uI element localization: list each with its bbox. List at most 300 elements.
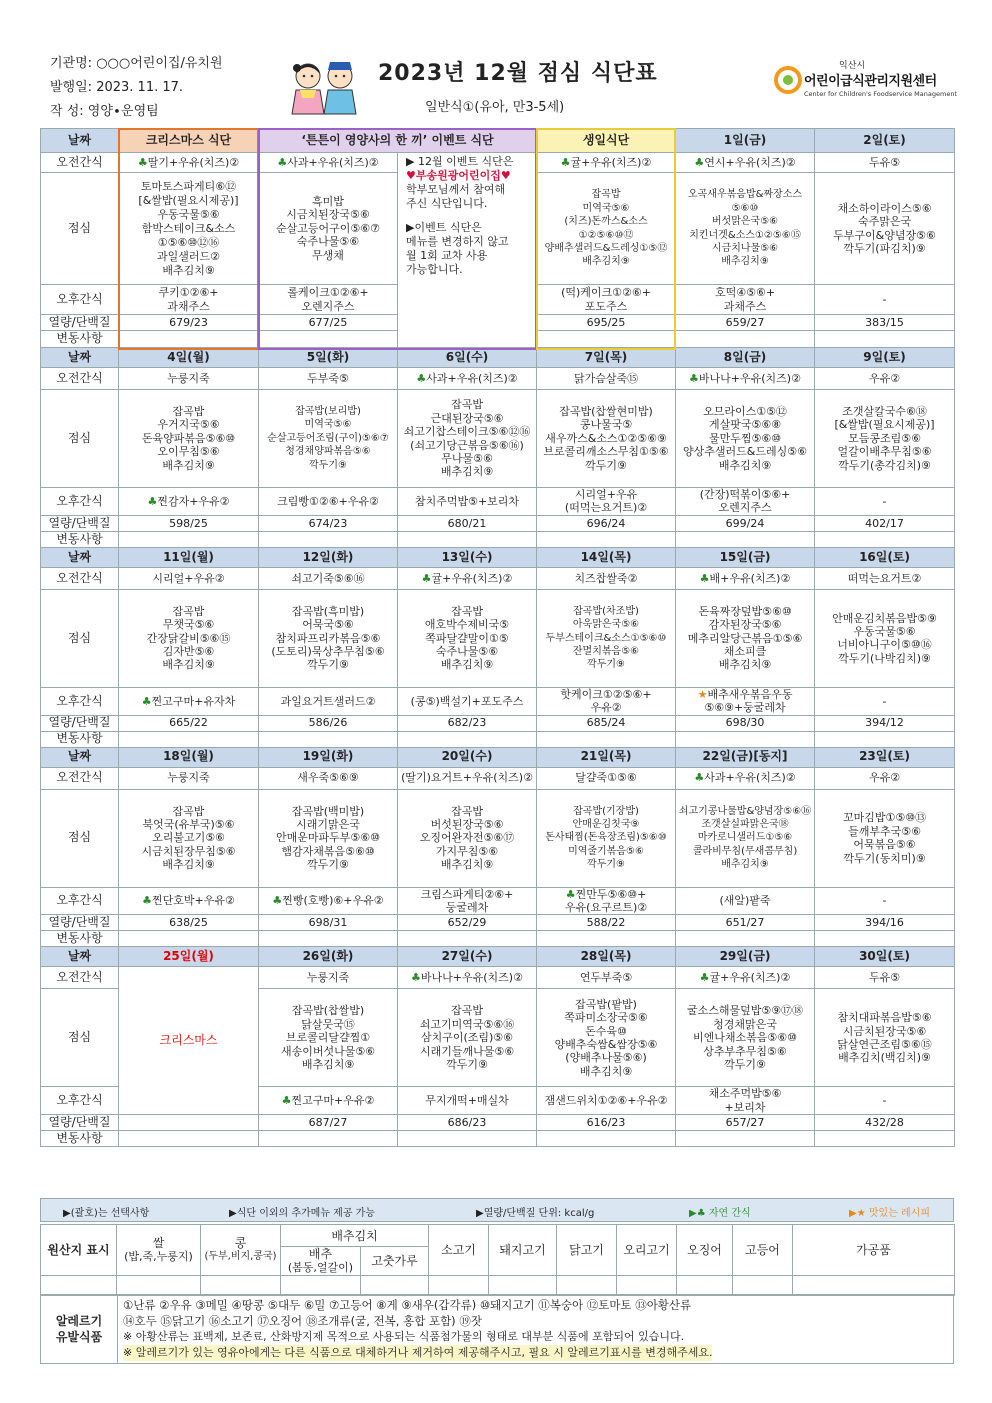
menu-item: 깍두기(파김치)⑨ bbox=[843, 241, 926, 255]
pm-row bbox=[41, 488, 955, 516]
menu-item: 시금치나물⑤⑥ bbox=[711, 242, 779, 254]
menu-item: 잡곡밥(백미밥) bbox=[291, 804, 365, 818]
lunch-label: 점심 bbox=[41, 589, 119, 687]
pm-snack-label: 오후간식 bbox=[41, 887, 119, 915]
am-snack-cell: 달걀죽①⑤⑥ bbox=[537, 767, 676, 789]
menu-item: 아욱맑은국⑤⑥ bbox=[572, 619, 640, 631]
menu-item: - bbox=[882, 694, 887, 708]
menu-item: 안매운김칫국⑨ bbox=[572, 819, 640, 831]
menu-item: 깍두기⑨ bbox=[587, 659, 625, 671]
day-header: 2일(토) bbox=[815, 129, 955, 153]
change-label: 변동사항 bbox=[41, 1131, 119, 1147]
note-optional: ▶(괄호)는 선택사항 bbox=[63, 1208, 150, 1219]
am-snack-cell: ♣사과+우유(치즈)② bbox=[398, 368, 537, 390]
menu-item: 배추김치⑨ bbox=[582, 256, 630, 268]
lunch-label: 점심 bbox=[41, 390, 119, 488]
legend-bar bbox=[40, 1198, 954, 1222]
menu-item: (치즈)돈까스&소스 bbox=[564, 216, 648, 228]
pm-snack-cell bbox=[537, 285, 676, 315]
am-row bbox=[41, 368, 955, 390]
kcal-cell: 680/21 bbox=[398, 515, 537, 531]
menu-item: 배추김치⑨ bbox=[440, 858, 494, 872]
menu-item: 닭살연근조림⑤⑥⑮ bbox=[837, 1037, 932, 1051]
clover-icon: ♣ bbox=[565, 887, 576, 901]
menu-item: 닭살뭇국⑮ bbox=[301, 1017, 355, 1031]
menu-item: 마카로니샐러드①⑤⑥ bbox=[697, 832, 793, 844]
menu-item: 돈수육⑩ bbox=[585, 1024, 627, 1038]
menu-item: 배추김치⑨ bbox=[718, 658, 772, 672]
menu-item: - bbox=[882, 494, 887, 508]
note-extra-menu: ▶식단 이외의 추가메뉴 제공 가능 bbox=[229, 1208, 375, 1219]
lunch-cell bbox=[259, 989, 398, 1087]
day-header: 7일(목) bbox=[537, 348, 676, 368]
kcal-cell: 686/23 bbox=[398, 1115, 537, 1131]
children-illustration-icon bbox=[288, 58, 362, 116]
am-snack-label: 오전간식 bbox=[41, 368, 119, 390]
day-header: 13일(수) bbox=[398, 547, 537, 567]
clover-icon: ♣ bbox=[699, 971, 710, 985]
menu-item: 애호박수제비국⑤ bbox=[424, 618, 510, 632]
pm-snack-cell bbox=[119, 687, 259, 715]
origin-mackerel: 고등어 bbox=[733, 1225, 793, 1276]
menu-item: 잡곡밥 bbox=[172, 804, 205, 818]
pm-snack-cell bbox=[119, 285, 259, 315]
origin-table bbox=[40, 1224, 955, 1296]
center-logo bbox=[774, 58, 957, 108]
origin-kimchi: 배추김치 bbox=[281, 1225, 429, 1247]
day-label: 날짜 bbox=[41, 747, 119, 767]
day-header: 12일(화) bbox=[259, 547, 398, 567]
am-snack-cell: ♣귤+우유(치즈)② bbox=[398, 567, 537, 589]
kcal-cell: 586/26 bbox=[259, 715, 398, 731]
day-header: 6일(수) bbox=[398, 348, 537, 368]
menu-item: 순살고등어구이⑤⑥⑦ bbox=[276, 221, 380, 235]
lunch-cell bbox=[119, 789, 259, 887]
menu-item: ⑤⑥⑨+둥굴레차 bbox=[704, 701, 786, 715]
menu-item: 새우까스&소스①②⑤⑥⑨ bbox=[545, 431, 667, 445]
am-snack-label: 오전간식 bbox=[41, 567, 119, 589]
am-row bbox=[41, 767, 955, 789]
menu-item: 메추리알당근볶음①⑤⑥ bbox=[687, 631, 803, 645]
menu-item: 오렌지주스 bbox=[301, 299, 355, 313]
menu-item: 과채주스 bbox=[723, 299, 767, 313]
clover-icon: ♣ bbox=[694, 771, 705, 785]
menu-item: 시리얼+우유 bbox=[574, 488, 638, 501]
menu-item: 우유(요구르트)② bbox=[564, 901, 648, 915]
date-label: 발행일: bbox=[50, 80, 93, 95]
page-subtitle: 일반식①(유아, 만3-5세) bbox=[425, 100, 565, 115]
am-snack-cell: 누룽지죽 bbox=[259, 967, 398, 989]
menu-item: 배추김치⑨ bbox=[440, 658, 494, 672]
menu-item: 우거지국⑤⑥ bbox=[157, 418, 220, 432]
menu-item: 쿠키①②⑥+ bbox=[158, 286, 219, 300]
kcal-row bbox=[41, 915, 955, 931]
origin-blank bbox=[201, 1276, 281, 1296]
menu-item: ①②⑤⑥⑩⑫ bbox=[578, 229, 634, 241]
allergy-label: 알레르기 유발식품 bbox=[41, 1295, 118, 1363]
am-snack-cell: 누룽지죽 bbox=[119, 767, 259, 789]
lunch-cell bbox=[676, 789, 815, 887]
menu-item: 어묵볶음⑤⑥ bbox=[853, 838, 916, 852]
menu-item: 깍두기(총각김치)⑨ bbox=[838, 458, 931, 472]
change-cell bbox=[119, 931, 259, 947]
pm-snack-cell bbox=[815, 488, 955, 516]
origin-bean: 콩 (두부,비지,콩국) bbox=[201, 1225, 281, 1276]
allergy-line: ①난류 ②우유 ③메밀 ④땅콩 ⑤대두 ⑥밀 ⑦고등어 ⑧게 ⑨새우(갑각류) ⑩돼지고기 ⑪복숭아 ⑫토마토 ⑬아황산류 bbox=[123, 1298, 692, 1312]
origin-blank bbox=[281, 1276, 361, 1296]
menu-item: 비엔나채소볶음⑤⑥⑩ bbox=[693, 1031, 797, 1045]
lunch-cell bbox=[815, 789, 955, 887]
menu-item: 새송이버섯나물⑤⑥ bbox=[280, 1044, 376, 1058]
menu-item: 근대된장국⑤⑥ bbox=[430, 411, 504, 425]
change-row bbox=[41, 731, 955, 747]
lunch-cell bbox=[537, 589, 676, 687]
lunch-label: 점심 bbox=[41, 173, 119, 285]
kcal-cell: 698/30 bbox=[676, 715, 815, 731]
menu-item: 깍두기⑨ bbox=[446, 1058, 488, 1072]
kcal-cell: 685/24 bbox=[537, 715, 676, 731]
pm-snack-label: 오후간식 bbox=[41, 285, 119, 315]
day-header: 4일(월) bbox=[119, 348, 259, 368]
am-snack-cell: 우유② bbox=[815, 767, 955, 789]
lunch-cell bbox=[815, 390, 955, 488]
am-row bbox=[41, 967, 955, 989]
am-snack-cell: 쇠고기죽⑤⑥⑯ bbox=[259, 567, 398, 589]
day-header: 20일(수) bbox=[398, 747, 537, 767]
menu-item: 깍두기⑨ bbox=[724, 1058, 766, 1072]
change-cell bbox=[119, 1131, 259, 1147]
menu-item: 시래기맑은국 bbox=[296, 818, 360, 832]
menu-item: (양배추나물⑤⑥) bbox=[565, 1051, 647, 1065]
kcal-cell: 682/23 bbox=[398, 715, 537, 731]
menu-item: (도토리)묵상추무침⑤⑥ bbox=[271, 645, 385, 659]
origin-beef: 소고기 bbox=[429, 1225, 489, 1276]
menu-item: 얼갈이배추무침⑤⑥ bbox=[837, 445, 932, 459]
origin-squid: 오징어 bbox=[677, 1225, 733, 1276]
origin-blank bbox=[361, 1276, 429, 1296]
change-row bbox=[41, 531, 955, 547]
day-header: 16일(토) bbox=[815, 547, 955, 567]
menu-item: 포도주스 bbox=[584, 299, 628, 313]
menu-item: 쇠고기찹스테이크⑤⑥⑫⑯ bbox=[403, 425, 531, 439]
kcal-cell: 665/22 bbox=[119, 715, 259, 731]
pm-snack-cell bbox=[259, 285, 398, 315]
week1-am-row bbox=[41, 153, 955, 173]
lunch-row bbox=[41, 789, 955, 887]
author-value: 영양∙운영팀 bbox=[87, 104, 159, 119]
org-label: 기관명: bbox=[50, 56, 93, 71]
change-cell bbox=[398, 1131, 537, 1147]
menu-item: 롤케이크①②⑥+ bbox=[287, 286, 369, 300]
menu-item: 배추김치⑨ bbox=[162, 263, 215, 277]
week1-day-row bbox=[41, 129, 955, 153]
menu-item: 시금치된장국⑤⑥ bbox=[286, 208, 370, 222]
am-snack-label: 오전간식 bbox=[41, 767, 119, 789]
am-snack-cell: ♣귤+우유(치즈)② bbox=[537, 153, 676, 173]
menu-table bbox=[40, 128, 955, 1147]
day-header: 9일(토) bbox=[815, 348, 955, 368]
pm-snack-cell bbox=[398, 687, 537, 715]
day-row bbox=[41, 947, 955, 967]
menu-item: 무생채 bbox=[312, 248, 344, 262]
menu-item: (떠먹는요거트)② bbox=[564, 501, 648, 515]
am-snack-cell: 두유⑤ bbox=[815, 967, 955, 989]
kcal-cell: 402/17 bbox=[815, 515, 955, 531]
change-label: 변동사항 bbox=[41, 531, 119, 547]
note-units: ▶열량/단백질 단위: kcal/g bbox=[476, 1208, 595, 1219]
pm-snack-cell bbox=[676, 285, 815, 315]
menu-item: 크림스파게티②⑥+ bbox=[420, 887, 514, 901]
menu-item: 함박스테이크&소스 bbox=[141, 221, 236, 235]
menu-item: 배추김치⑨ bbox=[162, 858, 215, 872]
pm-snack-label: 오후간식 bbox=[41, 488, 119, 516]
clover-icon: ♣ bbox=[689, 371, 699, 385]
center-logo-icon bbox=[774, 66, 802, 94]
pm-snack-cell bbox=[259, 1087, 398, 1115]
origin-processed: 가공품 bbox=[793, 1225, 955, 1276]
kcal-cell: 657/27 bbox=[676, 1115, 815, 1131]
pm-snack-label: 오후간식 bbox=[41, 687, 119, 715]
menu-item: 배추김치⑨ bbox=[301, 1058, 355, 1072]
am-snack-cell: ♣귤+우유(치즈)② bbox=[676, 967, 815, 989]
lunch-cell bbox=[259, 789, 398, 887]
kcal-cell: 659/27 bbox=[676, 315, 815, 331]
menu-item: 숙주맑은국 bbox=[857, 215, 912, 229]
menu-item: 잡곡밥 bbox=[172, 604, 205, 618]
event-note: ▶ 12월 이벤트 식단은 ♥부송원광어린이집♥ 학부모님께서 참여해 주신 식단입니다. ▶이벤트 식단은 메뉴를 변경하지 않고 월 1회 교차 사용 가능합니다. bbox=[398, 153, 537, 348]
menu-item: 안매운마파두부⑤⑥⑩ bbox=[276, 831, 380, 845]
menu-item: (간장)떡볶이⑤⑥+ bbox=[699, 488, 791, 501]
am-snack-label: 오전간식 bbox=[41, 153, 119, 173]
menu-item: 잡곡밥(찹쌀밥) bbox=[291, 1004, 365, 1018]
am-snack-cell: 연두부죽⑤ bbox=[537, 967, 676, 989]
change-label: 변동사항 bbox=[41, 931, 119, 947]
am-snack-cell: ♣배+우유(치즈)② bbox=[676, 567, 815, 589]
origin-chicken: 닭고기 bbox=[557, 1225, 617, 1276]
pm-snack-cell bbox=[537, 887, 676, 915]
logo-name: 어린이급식관리지원센터 bbox=[804, 74, 937, 89]
menu-item-wrap: ♣찐빵(호빵)⑥+우유② bbox=[272, 894, 384, 908]
menu-item: 청경채맑은국 bbox=[713, 1017, 777, 1031]
origin-duck: 오리고기 bbox=[617, 1225, 677, 1276]
menu-item: 어묵국⑤⑥ bbox=[302, 618, 354, 632]
logo-english: Center for Children's Foodservice Management bbox=[804, 90, 957, 98]
lunch-cell bbox=[398, 390, 537, 488]
lunch-label: 점심 bbox=[41, 989, 119, 1087]
change-label: 변동사항 bbox=[41, 331, 119, 348]
menu-item: 토마토스파게티⑥⑫ bbox=[140, 179, 237, 193]
menu-item: 깍두기(나박김치)⑨ bbox=[838, 651, 931, 665]
origin-blank bbox=[489, 1276, 557, 1296]
menu-item: 꼬마김밥①⑤⑩⑬ bbox=[842, 811, 927, 825]
kcal-cell bbox=[119, 1115, 259, 1131]
pm-snack-cell bbox=[537, 488, 676, 516]
menu-item: 돈사태찜(돈육장조림)⑤⑥⑩ bbox=[545, 832, 667, 844]
pm-snack-cell bbox=[119, 488, 259, 516]
day-header: 29일(금) bbox=[676, 947, 815, 967]
menu-item: 버섯된장국⑤⑥ bbox=[430, 818, 504, 832]
menu-item: (콩⑤)백설기+포도주스 bbox=[410, 694, 524, 708]
lunch-cell bbox=[398, 989, 537, 1087]
kcal-cell: 598/25 bbox=[119, 515, 259, 531]
clover-icon: ♣ bbox=[421, 571, 432, 585]
menu-item: 깍두기⑨ bbox=[309, 459, 347, 471]
menu-item: 삼치구이(조림)⑤⑥ bbox=[420, 1031, 514, 1045]
menu-item: 잡곡밥(흑미밥) bbox=[291, 604, 365, 618]
change-cell bbox=[259, 331, 398, 348]
clover-icon: ♣ bbox=[411, 971, 421, 985]
menu-item: 미역국⑤⑥ bbox=[582, 202, 630, 214]
am-snack-cell: 닭가슴살죽⑮ bbox=[537, 368, 676, 390]
menu-item: 콜라비무침(무새콤무침) bbox=[692, 845, 798, 857]
menu-item: 양배추샐러드&드레싱①⑤⑫ bbox=[544, 242, 668, 254]
menu-item-wrap: ♣찐고구마+우유② bbox=[281, 1094, 375, 1108]
kcal-label: 열량/단백질 bbox=[41, 915, 119, 931]
am-snack-cell: ♣연시+우유(치즈)② bbox=[676, 153, 815, 173]
logo-city: 익산시 bbox=[839, 61, 866, 71]
clover-icon: ♣ bbox=[277, 155, 288, 169]
menu-item: 호떡④⑤⑥+ bbox=[714, 286, 776, 300]
clover-icon: ♣ bbox=[142, 894, 153, 908]
menu-item: 두부구이&양념장⑤⑥ bbox=[833, 228, 936, 242]
menu-item: 과일요거트샐러드② bbox=[280, 694, 376, 708]
day-row bbox=[41, 348, 955, 368]
menu-item: 우유② bbox=[590, 701, 622, 715]
menu-item: 잡곡밥 bbox=[451, 398, 483, 412]
am-snack-cell: 두부죽⑤ bbox=[259, 368, 398, 390]
menu-item-wrap: ♣찐고구마+유자차 bbox=[141, 694, 236, 708]
menu-item: 숙주나물⑤⑥ bbox=[435, 645, 499, 659]
lunch-label: 점심 bbox=[41, 789, 119, 887]
menu-item-wrap: ♣찐감자+우유② bbox=[147, 494, 230, 508]
menu-item: 치킨너겟&소스①②⑤⑥⑮ bbox=[689, 229, 801, 241]
origin-blank bbox=[429, 1276, 489, 1296]
kcal-cell: 652/29 bbox=[398, 915, 537, 931]
kcal-cell: 696/24 bbox=[537, 515, 676, 531]
pm-snack-cell bbox=[676, 1087, 815, 1115]
day-label: 날짜 bbox=[41, 129, 119, 153]
change-cell bbox=[537, 531, 676, 547]
change-row bbox=[41, 1131, 955, 1147]
lunch-row bbox=[41, 390, 955, 488]
day-header: 22일(금)[동지] bbox=[676, 747, 815, 767]
lunch-cell bbox=[398, 589, 537, 687]
kcal-label: 열량/단백질 bbox=[41, 715, 119, 731]
allergy-text bbox=[123, 1297, 712, 1361]
day-header: 8일(금) bbox=[676, 348, 815, 368]
change-cell bbox=[676, 331, 815, 348]
kcal-cell: 616/23 bbox=[537, 1115, 676, 1131]
pm-snack-cell bbox=[398, 1087, 537, 1115]
lunch-cell bbox=[119, 173, 259, 285]
lunch-cell bbox=[815, 989, 955, 1087]
menu-item: (쇠고기당근볶음⑤⑥⑯) bbox=[410, 438, 524, 452]
origin-blank bbox=[557, 1276, 617, 1296]
menu-item: 안매운김치볶음밥⑤⑨ bbox=[832, 611, 937, 625]
change-cell bbox=[676, 731, 815, 747]
menu-item: 핫케이크①②⑤⑥+ bbox=[560, 687, 652, 701]
menu-item: (떡)케이크①②⑥+ bbox=[561, 286, 651, 300]
menu-item: 조갯살칼국수⑥⑱ bbox=[842, 404, 927, 418]
menu-item: 채소하이라이스⑤⑥ bbox=[837, 201, 932, 215]
origin-blank bbox=[41, 1276, 117, 1296]
menu-item: 모듬콩조림⑤⑥ bbox=[848, 431, 921, 445]
menu-item: 게살팟국⑤⑥⑧ bbox=[708, 418, 782, 432]
day-row bbox=[41, 547, 955, 567]
menu-item: 브로콜리달걀찜① bbox=[285, 1031, 371, 1045]
kcal-cell: 588/22 bbox=[537, 915, 676, 931]
menu-item: 배추김치⑨ bbox=[721, 256, 769, 268]
pm-row bbox=[41, 887, 955, 915]
day-header: 21일(목) bbox=[537, 747, 676, 767]
menu-item: 잔멸치볶음⑤⑥ bbox=[572, 646, 640, 658]
day-header: 30일(토) bbox=[815, 947, 955, 967]
kcal-cell: 687/27 bbox=[259, 1115, 398, 1131]
day-header: 11일(월) bbox=[119, 547, 259, 567]
change-cell bbox=[815, 531, 955, 547]
kcal-cell: 394/12 bbox=[815, 715, 955, 731]
change-cell bbox=[537, 1131, 676, 1147]
change-cell bbox=[119, 531, 259, 547]
clover-icon: ♣ bbox=[137, 155, 148, 169]
menu-item: 오리불고기⑤⑥ bbox=[152, 831, 225, 845]
origin-blank bbox=[733, 1276, 793, 1296]
change-cell bbox=[676, 1131, 815, 1147]
menu-item: 채소주먹밥⑤⑥ bbox=[708, 1087, 782, 1101]
menu-item: 배추김치⑨ bbox=[718, 458, 772, 472]
kcal-cell: 383/15 bbox=[815, 315, 955, 331]
menu-item: 잡곡밥(팥밥) bbox=[575, 997, 637, 1011]
day-label: 날짜 bbox=[41, 547, 119, 567]
menu-item: 채소피클 bbox=[723, 645, 767, 659]
menu-item: 잡곡밥 bbox=[591, 189, 621, 201]
menu-item: [&쌀밥(필요시제공)] bbox=[138, 193, 239, 207]
day-label: 날짜 bbox=[41, 348, 119, 368]
menu-item: 물만두찜⑤⑥⑩ bbox=[708, 431, 782, 445]
change-cell bbox=[676, 531, 815, 547]
menu-item: 배추김치⑨ bbox=[162, 658, 215, 672]
menu-item: - bbox=[882, 292, 887, 306]
date-value: 2023. 11. 17. bbox=[96, 80, 184, 95]
menu-item: 북엇국(유부국)⑤⑥ bbox=[142, 818, 235, 832]
day-header: 27일(수) bbox=[398, 947, 537, 967]
am-snack-cell: 떠먹는요거트② bbox=[815, 567, 955, 589]
origin-blank bbox=[617, 1276, 677, 1296]
birthday-menu-header: 생일식단 bbox=[537, 129, 676, 153]
menu-item: ①⑤⑥⑩⑫⑯ bbox=[157, 235, 220, 249]
menu-item: 콩나물국⑤ bbox=[579, 418, 633, 432]
event-menu-header: ‘튼튼이 영양사의 한 끼’ 이벤트 식단 bbox=[259, 129, 537, 153]
clover-icon: ♣ bbox=[699, 571, 710, 585]
menu-item: 김자반⑤⑥ bbox=[162, 645, 215, 659]
menu-item-wrap: ★배추새우볶음우동 bbox=[697, 687, 793, 701]
menu-item: 청경채양파볶음⑤⑥ bbox=[285, 446, 371, 458]
change-cell bbox=[398, 531, 537, 547]
kcal-cell: 699/24 bbox=[676, 515, 815, 531]
menu-item: 돈육짜장덮밥⑤⑥⑩ bbox=[698, 604, 792, 618]
pm-snack-cell bbox=[815, 687, 955, 715]
lunch-cell bbox=[676, 589, 815, 687]
lunch-cell bbox=[119, 390, 259, 488]
change-cell bbox=[815, 1131, 955, 1147]
kcal-cell: 698/31 bbox=[259, 915, 398, 931]
pm-snack-cell bbox=[259, 488, 398, 516]
menu-item: 쇠고기콩나물밥&양념장⑤⑥⑯ bbox=[678, 805, 812, 817]
menu-item: 잼샌드위치①②⑥+우유② bbox=[544, 1094, 668, 1108]
allergy-line: ⑭호두 ⑮닭고기 ⑯소고기 ⑰오징어 ⑱조개류(굴, 전복, 홍합 포함) ⑲잣 bbox=[123, 1314, 482, 1328]
day-header: 26일(화) bbox=[259, 947, 398, 967]
menu-item: 배추김치(백김치)⑨ bbox=[838, 1051, 931, 1065]
